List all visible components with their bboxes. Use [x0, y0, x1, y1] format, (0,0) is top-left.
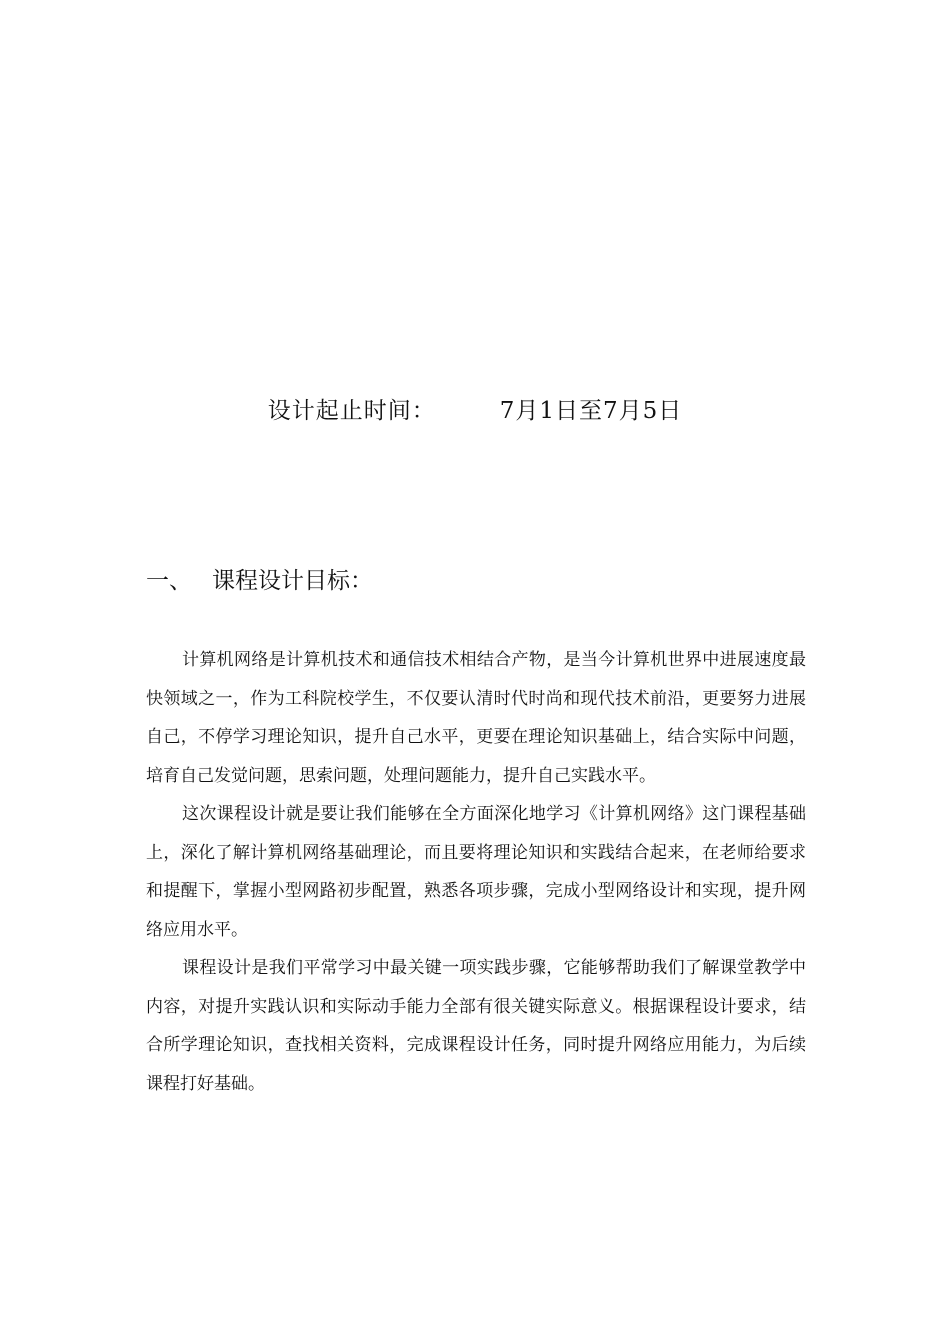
section-number: 一、 [146, 568, 192, 594]
section-title: 课程设计目标： [212, 568, 373, 594]
paragraph: 计算机网络是计算机技术和通信技术相结合产物，是当今计算机世界中进展速度最快领域之一，作为工科院校学生，不仅要认清时代时尚和现代技术前沿，更要努力进展自己，不停学习理论知识，提升自己水平，更要在理论知识基础上，结合实际中问题，培育自己发觉问题，思索问题，处理问题能力，提升自己实践水平。 [146, 650, 806, 786]
design-period-value: 7月1日至7月5日 [499, 398, 683, 424]
design-period-line [0, 392, 950, 425]
paragraph: 这次课程设计就是要让我们能够在全方面深化地学习《计算机网络》这门课程基础上，深化了解计算机网络基础理论，而且要将理论知识和实践结合起来，在老师给要求和提醒下，掌握小型网路初步配置，熟悉各项步骤，完成小型网络设计和实现，提升网络应用水平。 [146, 804, 806, 940]
section-heading [146, 562, 373, 595]
design-period-label: 设计起止时间： [267, 398, 436, 424]
paragraph: 课程设计是我们平常学习中最关键一项实践步骤，它能够帮助我们了解课堂教学中内容，对提升实践认识和实际动手能力全部有很关键实际意义。根据课程设计要求，结合所学理论知识，查找相关资料，完成课程设计任务，同时提升网络应用能力，为后续课程打好基础。 [146, 958, 806, 1094]
section-body [146, 641, 806, 1103]
